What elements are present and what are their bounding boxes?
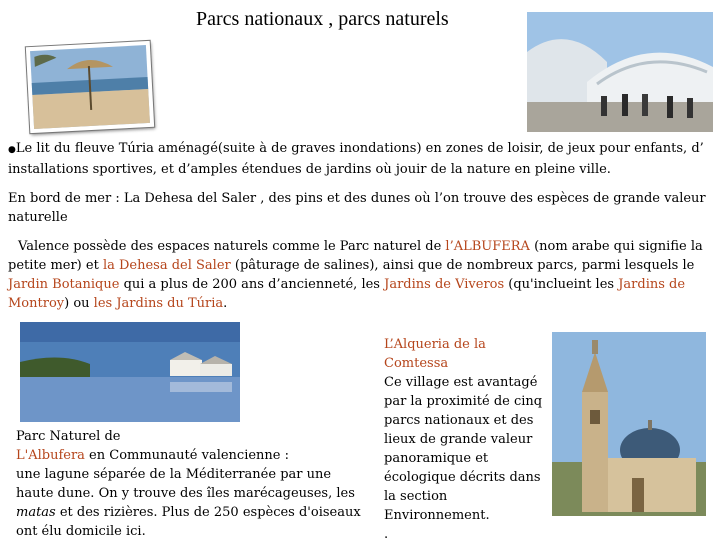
city-arts-photo	[527, 12, 713, 132]
text-segment: qui a plus de 200 ans d’ancienneté, les	[119, 277, 385, 292]
turia-paragraph	[8, 139, 716, 179]
bullet-icon: ●	[8, 145, 16, 155]
albufera-link-2[interactable]: L'Albufera	[16, 448, 85, 463]
albufera-link[interactable]: l’ALBUFERA	[445, 239, 530, 254]
text-segment: .	[223, 296, 228, 311]
text-segment: Valence possède des espaces naturels comme le Parc naturel de	[18, 239, 446, 254]
albufera-caption-line	[16, 446, 364, 465]
alqueria-caption	[384, 335, 546, 544]
turia-text: Le lit du fleuve Túria aménagé(suite à de graves inondations) en zones de loisir, de jeux pour enfants, d’ installations sportives, et d’amples étendues de jardins où jouir de la nature en pleine ville.	[8, 141, 704, 177]
alqueria-heading[interactable]: L’Alqueria de la Comtessa	[384, 337, 486, 371]
albufera-photo	[20, 322, 240, 422]
text-segment: (nom arabe qui signifie la petite mer) et	[8, 239, 703, 273]
text-segment: (qu'inclueint les	[504, 277, 619, 292]
church-photo	[552, 332, 706, 516]
alqueria-body: Ce village est avantagé par la proximité de cinq parcs nationaux et des lieux de grande valeur panoramique et écologique décrits dans la section Environnement.	[384, 375, 543, 523]
botanique-link[interactable]: Jardin Botanique	[8, 277, 120, 292]
text-segment: et des rizières. Plus de 250 espèces d'oiseaux ont élu domicile ici.	[16, 505, 361, 539]
page-title: Parcs nationaux , parcs naturels	[196, 8, 449, 30]
natural-spaces-paragraph	[8, 237, 716, 313]
matas-term: matas	[16, 505, 56, 520]
text-segment: une lagune séparée de la Méditerranée par une haute dune. On y trouve des îles marécageuses, les	[16, 467, 355, 501]
albufera-caption-title: Parc Naturel de	[16, 429, 121, 444]
albufera-caption	[16, 427, 364, 541]
dehesa-link[interactable]: la Dehesa del Saler	[102, 258, 231, 273]
turia-link[interactable]: les Jardins du Túria	[93, 296, 224, 311]
alqueria-dot: .	[384, 527, 389, 542]
text-segment: ) ou	[64, 296, 94, 311]
viveros-link[interactable]: Jardins de Viveros	[384, 277, 505, 292]
text-segment: (pâturage de salines), ainsi que de nombreux parcs, parmi lesquels le	[230, 258, 695, 273]
albufera-caption-body	[16, 465, 364, 541]
montroy-link[interactable]: Jardins de Montroy	[8, 277, 686, 311]
saler-paragraph: En bord de mer : La Dehesa del Saler , des pins et des dunes où l’on trouve des espèces de grande valeur naturelle	[8, 191, 706, 225]
beach-photo	[26, 41, 154, 133]
text-segment: en Communauté valencienne :	[84, 448, 289, 463]
